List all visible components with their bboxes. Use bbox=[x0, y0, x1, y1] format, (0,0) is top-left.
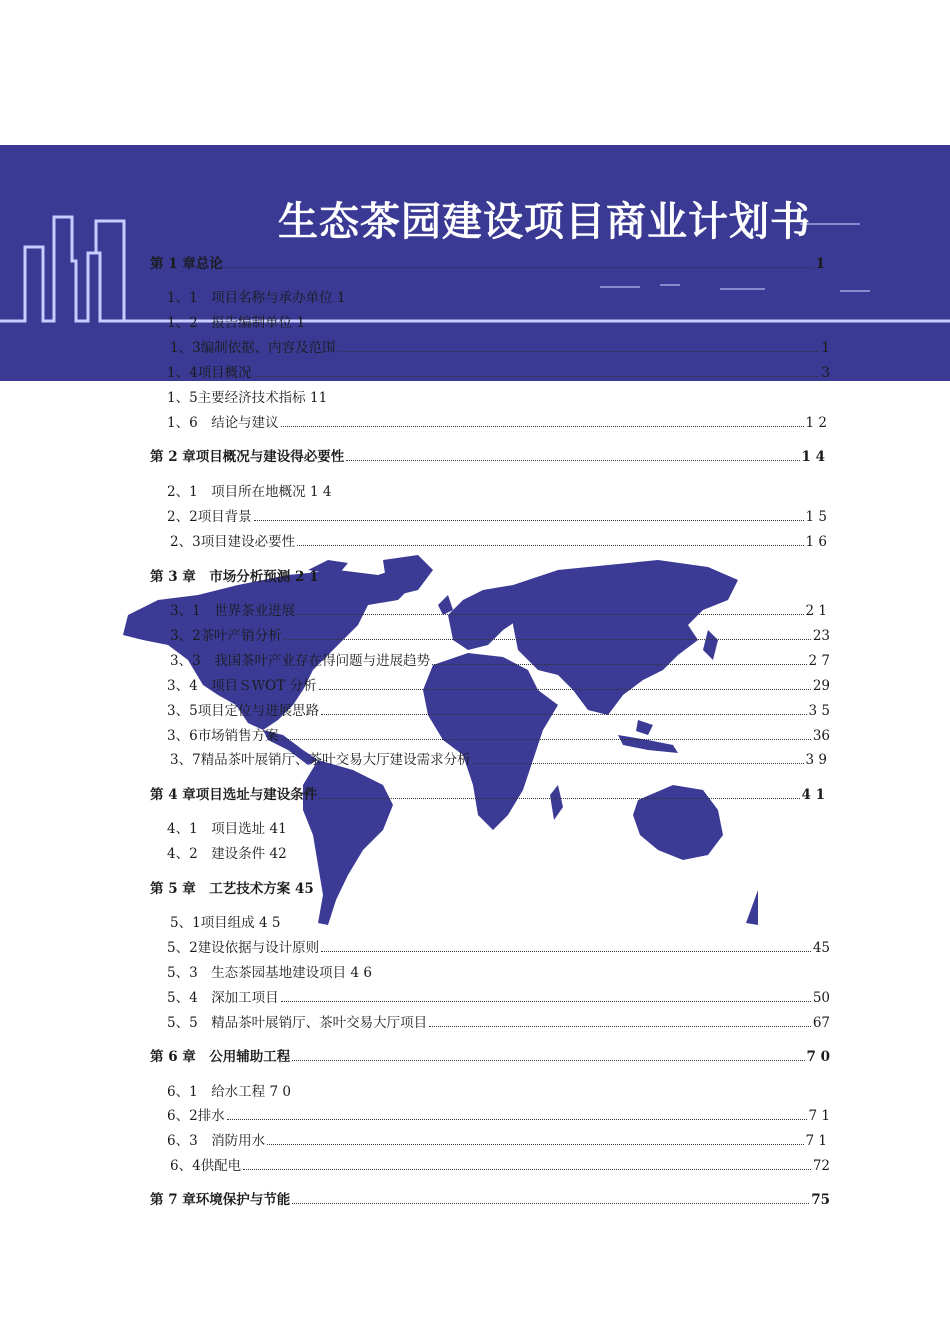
toc-number: 第 3 章 bbox=[150, 569, 210, 585]
toc-entry[interactable] bbox=[167, 1014, 830, 1032]
toc-label: 项目建设必要性 bbox=[200, 534, 296, 550]
toc-page: 72 bbox=[812, 1158, 830, 1174]
toc-label: 项目组成 4 5 bbox=[200, 915, 281, 931]
toc-entry[interactable] bbox=[167, 989, 830, 1007]
toc-label: 深加工项目 bbox=[211, 990, 279, 1006]
toc-page: 1 4 bbox=[801, 449, 825, 465]
toc-number: 2、1 bbox=[167, 484, 212, 500]
toc-dot-leader bbox=[321, 939, 811, 952]
toc-entry[interactable] bbox=[170, 339, 830, 357]
toc-page: 67 bbox=[812, 1015, 830, 1031]
toc-entry[interactable] bbox=[167, 1107, 830, 1125]
toc-number: 1、5 bbox=[167, 390, 198, 406]
toc-dot-leader bbox=[319, 786, 799, 799]
toc-page: 1 bbox=[815, 256, 825, 272]
toc-entry[interactable] bbox=[167, 414, 827, 432]
toc-entry[interactable] bbox=[150, 255, 825, 273]
toc-dot-leader bbox=[292, 1048, 804, 1061]
toc-dot-leader bbox=[321, 702, 806, 715]
toc-number: 5、4 bbox=[167, 990, 212, 1006]
toc-entry[interactable] bbox=[150, 448, 825, 466]
toc-number: 3、2 bbox=[170, 628, 201, 644]
toc-label: 环境保护与节能 bbox=[195, 1192, 291, 1208]
toc-label: 项目选址 41 bbox=[211, 821, 287, 837]
toc-page: 36 bbox=[812, 728, 830, 744]
toc-page: 1 2 bbox=[805, 415, 827, 431]
toc-number: 1、1 bbox=[167, 290, 212, 306]
toc-page: 1 bbox=[821, 340, 830, 356]
toc-label: 结论与建议 bbox=[211, 415, 279, 431]
toc-number: 第 2 章 bbox=[150, 449, 196, 465]
toc-number: 1、3 bbox=[170, 340, 201, 356]
toc-number: 3、6 bbox=[167, 728, 198, 744]
toc-label: 市场分析预测 2 1 bbox=[209, 569, 319, 585]
toc-number: 6、2 bbox=[167, 1108, 198, 1124]
toc-label: 工艺技术方案 45 bbox=[209, 881, 314, 897]
toc-number: 6、3 bbox=[167, 1133, 212, 1149]
toc-entry[interactable] bbox=[167, 820, 287, 838]
toc-number: 5、3 bbox=[167, 965, 212, 981]
toc-label: 生态茶园基地建设项目 4 6 bbox=[211, 965, 372, 981]
toc-number: 第 1 章 bbox=[150, 256, 196, 272]
toc-dot-leader bbox=[281, 989, 811, 1002]
toc-dot-leader bbox=[227, 1107, 807, 1120]
toc-entry[interactable] bbox=[170, 652, 830, 670]
toc-entry[interactable] bbox=[167, 845, 287, 863]
toc-number: 5、1 bbox=[170, 915, 201, 931]
toc-dot-leader bbox=[254, 364, 820, 377]
toc-entry[interactable] bbox=[150, 1191, 830, 1209]
toc-dot-leader bbox=[319, 677, 811, 690]
toc-dot-leader bbox=[243, 1157, 811, 1170]
toc-page: 7 1 bbox=[808, 1108, 830, 1124]
toc-entry[interactable] bbox=[167, 1083, 291, 1101]
toc-label: 我国茶叶产业存在得问题与进展趋势 bbox=[214, 653, 431, 669]
toc-entry[interactable] bbox=[170, 1157, 830, 1175]
toc-page: 3 5 bbox=[808, 703, 830, 719]
toc-label: 市场销售方案 bbox=[197, 728, 279, 744]
toc-page: 2 7 bbox=[808, 653, 830, 669]
toc-page: 2 1 bbox=[805, 603, 827, 619]
toc-label: 项目背景 bbox=[197, 509, 252, 525]
toc-label: 项目定位与进展思路 bbox=[197, 703, 320, 719]
toc-dot-leader bbox=[297, 533, 803, 546]
toc-label: 建设条件 42 bbox=[211, 846, 287, 862]
toc-page: 7 0 bbox=[806, 1049, 830, 1065]
toc-entry[interactable] bbox=[167, 314, 305, 332]
toc-page: 1 5 bbox=[805, 509, 827, 525]
toc-dot-leader bbox=[297, 602, 803, 615]
toc-label: 主要经济技术指标 11 bbox=[197, 390, 328, 406]
toc-entry[interactable] bbox=[167, 508, 827, 526]
toc-number: 2、2 bbox=[167, 509, 198, 525]
toc-dot-leader bbox=[338, 339, 820, 352]
toc-entry[interactable] bbox=[170, 627, 830, 645]
toc-dot-leader bbox=[225, 255, 814, 268]
toc-label: 总论 bbox=[195, 256, 223, 272]
toc-dot-leader bbox=[429, 1014, 811, 1027]
toc-page: 45 bbox=[812, 940, 830, 956]
toc-number: 5、5 bbox=[167, 1015, 212, 1031]
toc-entry[interactable] bbox=[167, 364, 830, 382]
toc-label: 项目选址与建设条件 bbox=[195, 787, 318, 803]
toc-number: 6、4 bbox=[170, 1158, 201, 1174]
toc-entry[interactable] bbox=[170, 533, 827, 551]
toc-entry[interactable] bbox=[167, 939, 830, 957]
toc-number: 5、2 bbox=[167, 940, 198, 956]
toc-number: 2、3 bbox=[170, 534, 201, 550]
toc-number: 4、1 bbox=[167, 821, 212, 837]
toc-number: 1、6 bbox=[167, 415, 212, 431]
toc-label: 排水 bbox=[197, 1108, 225, 1124]
toc-entry[interactable] bbox=[150, 786, 825, 804]
toc-number: 4、2 bbox=[167, 846, 212, 862]
toc-dot-leader bbox=[284, 627, 811, 640]
toc-page: 3 9 bbox=[805, 752, 827, 768]
toc-number: 第 4 章 bbox=[150, 787, 196, 803]
toc-entry[interactable] bbox=[167, 289, 346, 307]
toc-dot-leader bbox=[432, 652, 806, 665]
toc-entry[interactable] bbox=[167, 677, 830, 695]
toc-entry[interactable] bbox=[167, 1132, 827, 1150]
toc-label: 项目ＳＷOT 分析 bbox=[211, 678, 317, 694]
toc-label: 消防用水 bbox=[211, 1133, 266, 1149]
toc-label: 公用辅助工程 bbox=[209, 1049, 291, 1065]
toc-entry[interactable] bbox=[170, 602, 827, 620]
toc-number: 第 5 章 bbox=[150, 881, 210, 897]
toc-entry[interactable] bbox=[167, 483, 331, 501]
toc-entry[interactable] bbox=[150, 1048, 830, 1066]
toc-page: 23 bbox=[812, 628, 830, 644]
toc-label: 供配电 bbox=[200, 1158, 242, 1174]
toc-page: 50 bbox=[812, 990, 830, 1006]
toc-page: 1 6 bbox=[805, 534, 827, 550]
toc-number: 1、2 bbox=[167, 315, 212, 331]
toc-label: 编制依据、内容及范围 bbox=[200, 340, 336, 356]
toc-number: 6、1 bbox=[167, 1084, 212, 1100]
toc-entry[interactable] bbox=[167, 389, 327, 407]
toc-label: 建设依据与设计原则 bbox=[197, 940, 320, 956]
toc-page: 75 bbox=[811, 1192, 830, 1208]
toc-label: 精品茶叶展销厅、茶叶交易大厅建设需求分析 bbox=[200, 752, 471, 768]
toc-label: 茶叶产销分析 bbox=[200, 628, 282, 644]
toc-label: 给水工程 7 0 bbox=[211, 1084, 291, 1100]
toc-number: 3、5 bbox=[167, 703, 198, 719]
toc-label: 精品茶叶展销厅、茶叶交易大厅项目 bbox=[211, 1015, 428, 1031]
toc-dot-leader bbox=[281, 414, 804, 427]
toc-entry[interactable] bbox=[167, 964, 372, 982]
toc-number: 1、4 bbox=[167, 365, 198, 381]
toc-label: 报告编制单位 1 bbox=[211, 315, 306, 331]
toc-number: 3、4 bbox=[167, 678, 212, 694]
toc-entry[interactable] bbox=[170, 751, 827, 769]
document-title: 生态茶园建设项目商业计划书 bbox=[278, 199, 811, 245]
toc-number: 第 6 章 bbox=[150, 1049, 210, 1065]
toc-number: 3、1 bbox=[170, 603, 215, 619]
toc-label: 世界茶业进展 bbox=[214, 603, 296, 619]
toc-label: 项目所在地概况 1 4 bbox=[211, 484, 332, 500]
toc-dot-leader bbox=[473, 751, 804, 764]
toc-number: 3、7 bbox=[170, 752, 201, 768]
toc-entry[interactable] bbox=[167, 702, 830, 720]
toc-label: 项目概况 bbox=[197, 365, 252, 381]
toc-entry[interactable] bbox=[150, 880, 314, 898]
toc-page: 3 bbox=[821, 365, 830, 381]
toc-page: 29 bbox=[812, 678, 830, 694]
toc-dot-leader bbox=[292, 1191, 809, 1204]
toc-dot-leader bbox=[267, 1132, 803, 1145]
toc-entry[interactable] bbox=[167, 727, 830, 745]
toc-number: 3、3 bbox=[170, 653, 215, 669]
toc-page: 7 1 bbox=[805, 1133, 827, 1149]
toc-label: 项目名称与承办单位 1 bbox=[211, 290, 346, 306]
toc-entry[interactable] bbox=[170, 914, 280, 932]
toc-label: 项目概况与建设得必要性 bbox=[195, 449, 345, 465]
toc-dot-leader bbox=[346, 448, 799, 461]
toc-entry[interactable] bbox=[150, 568, 318, 586]
toc-dot-leader bbox=[281, 727, 811, 740]
toc-dot-leader bbox=[254, 508, 804, 521]
toc-page: 4 1 bbox=[801, 787, 825, 803]
toc-number: 第 7 章 bbox=[150, 1192, 196, 1208]
